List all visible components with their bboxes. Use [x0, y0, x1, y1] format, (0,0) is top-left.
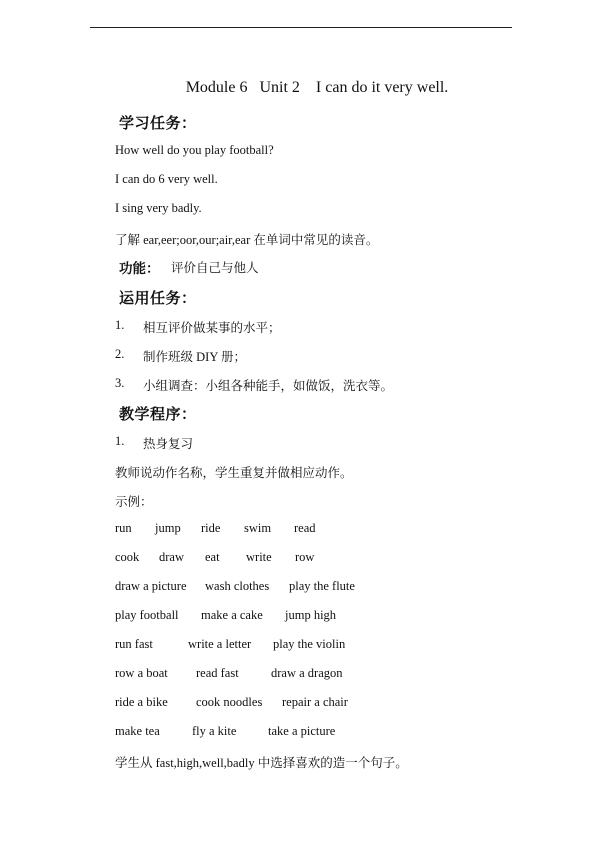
list-item: 相互评价做某事的水平；	[143, 321, 281, 335]
heading-learning-tasks: 学习任务：	[119, 114, 197, 132]
phrase: ride	[201, 521, 221, 535]
phrase: ride a bike	[115, 695, 168, 709]
phrase: fly a kite	[192, 724, 237, 738]
list-number: 1.	[115, 434, 125, 448]
function-text: 评价自己与他人	[171, 261, 259, 275]
phrase: play football	[115, 608, 179, 622]
phrase: cook	[115, 550, 140, 564]
phrase: write	[246, 550, 272, 564]
phrase: swim	[244, 521, 272, 535]
instruction-text: 教师说动作名称，学生重复并做相应动作。	[115, 466, 353, 480]
phrase: row a boat	[115, 666, 168, 680]
phrase: draw	[159, 550, 184, 564]
phrase: play the flute	[289, 579, 355, 593]
text-line: How well do you play football?	[115, 143, 274, 157]
phrase: run	[115, 521, 132, 535]
heading-teaching-procedure: 教学程序：	[119, 405, 197, 423]
phrase: run fast	[115, 637, 153, 651]
phrase: write a letter	[188, 637, 252, 651]
closing-text: 学生从 fast,high,well,badly 中选择喜欢的造一个句子。	[115, 756, 408, 770]
phrase: read	[294, 521, 316, 535]
page-title: Module 6 Unit 2 I can do it very well.	[185, 79, 449, 96]
phrase: row	[295, 550, 315, 564]
text-line: 了解 ear,eer;oor,our;air,ear 在单词中常见的读音。	[115, 233, 379, 247]
list-item: 制作班级 DIY 册；	[143, 350, 247, 364]
list-number: 1.	[115, 318, 125, 332]
top-rule	[90, 27, 512, 28]
list-number: 3.	[115, 376, 125, 390]
list-number: 2.	[115, 347, 125, 361]
list-item: 小组调查：小组各种能手，如做饭，洗衣等。	[143, 379, 394, 393]
phrase: play the violin	[273, 637, 346, 651]
function-label: 功能：	[119, 261, 160, 277]
phrase: cook noodles	[196, 695, 263, 709]
list-item: 热身复习	[143, 437, 194, 451]
phrase: jump high	[285, 608, 337, 622]
phrase: wash clothes	[205, 579, 270, 593]
text-line: I can do 6 very well.	[115, 172, 218, 186]
phrase: read fast	[196, 666, 239, 680]
heading-application-tasks: 运用任务：	[119, 289, 197, 307]
text-line: I sing very badly.	[115, 201, 202, 215]
phrase: take a picture	[268, 724, 336, 738]
phrase: draw a dragon	[271, 666, 343, 680]
phrase: eat	[205, 550, 220, 564]
phrase: draw a picture	[115, 579, 187, 593]
phrase: make a cake	[201, 608, 263, 622]
phrase: repair a chair	[282, 695, 348, 709]
phrase: make tea	[115, 724, 160, 738]
phrase: jump	[155, 521, 181, 535]
example-label: 示例：	[115, 495, 153, 509]
